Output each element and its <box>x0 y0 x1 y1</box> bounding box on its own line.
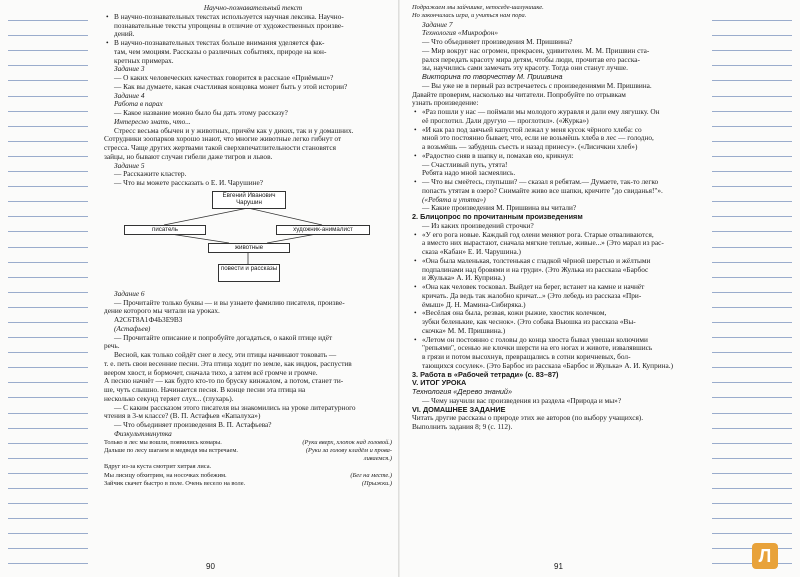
notes-line <box>712 368 792 383</box>
text-line: Ребята надо мной засмеялись. <box>422 169 516 178</box>
text-line: — Из каких произведений строчки? <box>422 221 534 230</box>
notes-line <box>8 368 88 383</box>
exercise-action: ливаемся.) <box>363 455 392 463</box>
text-line: — Какое название можно было бы дать этому рассказу? <box>114 109 288 117</box>
notes-line <box>712 157 792 172</box>
exercise-row <box>104 439 392 447</box>
notes-line <box>712 127 792 142</box>
exercise-text: Мы лисицу обхитрим, на носочках побежим. <box>104 471 227 479</box>
text-line: сказа «Кабан» Е. И. Чарушина.) <box>422 248 521 257</box>
notes-line <box>8 112 88 127</box>
text-line: кретных примерах. <box>114 56 174 65</box>
text-line: Задание 7 <box>422 20 453 29</box>
notes-line <box>8 489 88 504</box>
text-line: А2С6Т8А1Ф4Ь3Е9В3 <box>114 316 183 324</box>
text-line: • «И как раз под заячьей капустой лежал у меня кусок чёрного хлеба: со <box>412 126 704 135</box>
notes-line <box>8 51 88 66</box>
cluster-node-stories: повести и рассказы <box>218 264 280 282</box>
text-line: и Жулька» А. И. Куприна.) <box>422 274 506 283</box>
text-line: попасть утятам в озеро? Снимайте живо все шапки, кричите "до свиданья!"». <box>422 186 663 195</box>
text-line: там, чем эмоциям. Рассказы о различных событиях, природе на кон- <box>114 47 327 56</box>
text-line: Давайте проверим, насколько вы читатели. Попробуйте по отрывкам <box>412 90 626 99</box>
text-line: подпалинами над бровями и на груди». (Это Жулька из рассказа «Барбос <box>422 265 649 274</box>
notes-line <box>8 157 88 172</box>
notes-line <box>712 81 792 96</box>
text-line: • «Раз пошли у нас — поймали мы молодого журавля и дали ему лягушку. Он <box>412 108 704 117</box>
notes-line <box>712 36 792 51</box>
notes-line <box>8 414 88 429</box>
text-line: ше, чуть слышно. Начинается песня. В конце песни эта птица на <box>104 386 306 394</box>
notes-line <box>8 474 88 489</box>
text-line: — Что объединяет произведения В. П. Астафьева? <box>114 421 272 429</box>
notes-line <box>8 534 88 549</box>
exercise-text: Дальше по лесу шагаем и медведя мы встречаем. <box>104 446 238 454</box>
notes-lines-right <box>712 6 792 577</box>
notes-line <box>8 127 88 142</box>
notes-lines-left <box>8 6 88 577</box>
text-line: тающихся сосулек». (Это Барбос из рассказа «Барбос и Жулька» А. И. Куприна.) <box>422 361 674 370</box>
notes-line <box>8 172 88 187</box>
notes-line <box>712 232 792 247</box>
cluster-root: Евгений Иванович Чарушин <box>212 191 286 209</box>
text-line: Задание 3 <box>114 65 145 74</box>
text-line: речь. <box>104 342 120 351</box>
page-right-text <box>412 4 704 432</box>
text-line: стресса. Чаще других жертвами такой сверхвпечатлительности становятся <box>104 144 336 152</box>
text-line: — Прочитайте только буквы — и вы узнаете фамилию писателя, произве- <box>114 298 345 307</box>
text-line: скочка» М. М. Пришвина.) <box>422 326 506 335</box>
exercise-block <box>104 439 392 489</box>
cluster-diagram <box>104 191 392 286</box>
text-line: («Ребята и утята») <box>422 195 486 204</box>
text-line: Выполнить задания 8; 9 (с. 112). <box>412 423 513 432</box>
notes-line <box>8 564 88 577</box>
text-line: • «Радостно сняв в шапку и, помахав ею, крикнул: <box>412 152 704 161</box>
text-line: Технология «Микрофон» <box>422 29 498 38</box>
text-line: Сотрудники зоопарков хорошо знают, что многие животные легко гибнут от <box>104 135 342 144</box>
text-line: зайцы, но бывают случаи гибели даже тигров и львов. <box>104 152 273 161</box>
text-line: — Расскажите кластер. <box>114 170 187 179</box>
notes-line <box>8 36 88 51</box>
notes-line <box>712 519 792 534</box>
notes-line <box>8 142 88 157</box>
notes-line <box>8 549 88 564</box>
text-line: — С каким рассказом этого писателя вы знакомились на уроке литературного <box>114 403 356 412</box>
notes-line <box>8 323 88 338</box>
notes-line <box>712 97 792 112</box>
exercise-text: Только в лес мы вошли, появились комары. <box>104 438 222 446</box>
notes-line <box>712 142 792 157</box>
notes-line <box>712 172 792 187</box>
text-line: Читать другие рассказы о природе этих же авторов (по выбору учащихся). <box>412 414 644 423</box>
text-line: познавательные тексты упрощены в отличие от художественных произве- <box>114 21 344 30</box>
text-line: • «Она была маленькая, толстенькая с гладкой чёрной шерстью и жёлтыми <box>412 257 704 266</box>
text-line: • «Она как человек тосковал. Выйдет на берег, встанет на камне и начнёт <box>412 283 704 292</box>
notes-line <box>712 308 792 323</box>
notes-line <box>8 217 88 232</box>
notes-line <box>8 398 88 413</box>
text-line: А песню начнёт — как будто кто-то по бруску кинжалом, а потом, станет ти- <box>104 377 344 386</box>
text-line: Викторина по творчеству М. Пришвина <box>422 73 563 82</box>
notes-line <box>8 459 88 474</box>
text-line: Но закончилась игра, и учиться нам пора. <box>412 12 527 20</box>
text-line: веером хвост, и бормочет, сначала тихо, а затем всё громче и громче. <box>104 368 318 377</box>
text-line: — Как вы думаете, какая счастливая концовка может быть у этой истории? <box>114 82 348 91</box>
notes-line <box>712 398 792 413</box>
notes-line <box>8 383 88 398</box>
notes-line <box>712 51 792 66</box>
text-line: Стресс весьма обычен и у животных, причём как у диких, так и у домашних. <box>114 126 354 135</box>
text-line: Задание 4 <box>114 91 145 100</box>
text-line: кричать. Да ведь так жалобно кричат...» (Это лебедь из рассказа «При- <box>422 291 642 300</box>
text-line: • «Весёлая она была, резвая, кожи рыжие, хвостик колечком, <box>412 309 704 318</box>
notes-line <box>8 202 88 217</box>
notes-line <box>712 414 792 429</box>
text-line: её проглотил. Дали другую — проглотил». («Журка») <box>422 116 589 125</box>
exercise-action: (Бег на месте.) <box>350 471 392 479</box>
notes-line <box>8 81 88 96</box>
text-line: рался передать красоту мира детям, чтобы люди, прочитав его расска- <box>422 55 640 64</box>
text-line: Научно-познавательный текст <box>203 4 303 12</box>
notes-line <box>712 323 792 338</box>
text-line: • «Летом он постоянно с головы до конца хвоста бывал увешан колючими <box>412 336 704 345</box>
text-line: — Какие произведения М. Пришвина вы читали? <box>422 204 577 213</box>
notes-line <box>712 353 792 368</box>
notes-line <box>712 263 792 278</box>
exercise-row <box>104 463 392 471</box>
text-line: в грязи и потом высохнув, превращались в сотни коричневых, бол- <box>422 353 631 362</box>
text-line: Весной, как только сойдёт снег в лесу, эти птицы начинают токовать — <box>114 351 337 359</box>
exercise-text: Вдруг из-за куста смотрит хитрая лиса. <box>104 463 212 471</box>
notes-line <box>8 97 88 112</box>
text-line: Технология «Дерево знаний» <box>412 388 513 397</box>
text-line: V. ИТОГ УРОКА <box>412 379 467 388</box>
publisher-logo: Л <box>752 543 778 569</box>
notes-line <box>712 338 792 353</box>
notes-line <box>712 504 792 519</box>
notes-line <box>8 66 88 81</box>
exercise-row <box>104 455 392 463</box>
cluster-node-artist: художник-анималист <box>276 225 370 235</box>
notes-line <box>8 232 88 247</box>
notes-line <box>712 278 792 293</box>
text-line: • В научно-познавательных текстах используется научная лексика. Научно- <box>104 13 392 22</box>
exercise-action: (Руки вверх, хлопок над головой.) <box>302 438 392 446</box>
page-number-left: 90 <box>206 562 215 571</box>
page-left-text <box>104 4 392 488</box>
text-line: дение которого мы читали на уроках. <box>104 307 220 316</box>
text-line: — Что вы можете рассказать о Е. И. Чарушине? <box>114 179 264 187</box>
text-line: • «У его рога новые. Каждый год олени меняют рога. Старые отваливаются, <box>412 231 704 240</box>
notes-line <box>8 187 88 202</box>
notes-line <box>712 459 792 474</box>
text-line: Интересно знать, что... <box>114 117 191 126</box>
notes-line <box>8 353 88 368</box>
notes-line <box>712 112 792 127</box>
notes-line <box>8 293 88 308</box>
notes-line <box>8 444 88 459</box>
text-line: VI. ДОМАШНЕЕ ЗАДАНИЕ <box>412 405 506 414</box>
notes-line <box>712 489 792 504</box>
text-line: а вместо них вырастают, сначала мягкие теплые, живые...» (Это марал из рас- <box>422 239 664 248</box>
text-line: (Астафьев) <box>114 324 151 333</box>
text-line: а возьмёшь — забудешь съесть и назад принесу». («Лисичкин хлеб») <box>422 143 638 152</box>
notes-line <box>8 21 88 36</box>
notes-line <box>8 263 88 278</box>
text-line: зы, научились сами замечать эту красоту. Тогда они станут лучше. <box>422 64 628 73</box>
text-line: — Счастливый путь, утята! <box>422 160 508 169</box>
notes-line <box>712 6 792 21</box>
text-line: — Что объединяет произведения М. Пришвина? <box>422 38 573 47</box>
text-line: узнать произведение: <box>412 99 479 108</box>
text-line: Задание 5 <box>114 161 145 170</box>
text-line: "репьями", осенью же клочки шерсти на его ногах и животе, извалявшись <box>422 344 653 353</box>
exercise-text: Зайчик скачет быстро в поле. Очень весело на воле. <box>104 479 246 487</box>
notes-line <box>8 248 88 263</box>
notes-line <box>8 6 88 21</box>
notes-line <box>712 21 792 36</box>
notes-line <box>712 217 792 232</box>
notes-line <box>8 278 88 293</box>
notes-line <box>8 519 88 534</box>
exercise-row <box>104 447 392 455</box>
text-line: Задание 6 <box>114 289 145 298</box>
notes-line <box>712 202 792 217</box>
text-line: — Чему научили вас произведения из раздела «Природа и мы»? <box>422 396 622 405</box>
text-line: зубки беленькие, как чеснок». (Это собака Вьюшка из рассказа «Вы- <box>422 318 636 327</box>
text-line: мной это постоянно бывает, что, если не возьмёшь хлеба в лес — голодно, <box>422 134 654 143</box>
exercise-row <box>104 472 392 480</box>
cluster-node-animals: животные <box>208 243 290 253</box>
notes-line <box>712 293 792 308</box>
text-line: 2. Блицопрос по прочитанным произведениям <box>412 213 583 222</box>
text-line: Работа в парах <box>114 100 163 109</box>
text-line: — Мир вокруг нас огромен, прекрасен, удивителен. М. М. Пришвин ста- <box>422 46 650 55</box>
text-line: т. е. петь свои весенние песни. Эта птица ходит по земле, как индюк, распустив <box>104 359 352 368</box>
page-number-right: 91 <box>554 562 563 571</box>
text-line: Подражаем мы зайчишке, непоседе-шалунишке. <box>412 4 544 11</box>
notes-line <box>8 338 88 353</box>
text-line: Физкультминутка <box>114 429 172 438</box>
text-line: • — Что вы смеётесь, глупыши? — сказал я ребятам.— Думаете, так-то легко <box>412 178 704 187</box>
text-line: — Вы уже не в первый раз встречаетесь с произведениями М. Пришвина. <box>422 81 652 90</box>
notes-line <box>712 383 792 398</box>
text-line: 3. Работа в «Рабочей тетради» (с. 83–87) <box>412 370 559 379</box>
notes-line <box>8 429 88 444</box>
exercise-action: (Прыжки.) <box>361 479 392 487</box>
notes-line <box>712 248 792 263</box>
cluster-node-writer: писатель <box>124 225 206 235</box>
text-line: — Прочитайте описание и попробуйте догадаться, о какой птице идёт <box>114 333 333 342</box>
notes-line <box>8 504 88 519</box>
notes-line <box>712 474 792 489</box>
exercise-action: (Руки за голову кладём и прова- <box>305 446 392 454</box>
text-line: • В научно-познавательных текстах больше внимания уделяется фак- <box>104 39 392 48</box>
text-line: несколько секунд теряет слух... (глухарь). <box>104 394 234 403</box>
notes-line <box>712 429 792 444</box>
page-right <box>400 0 800 577</box>
exercise-row <box>104 480 392 488</box>
text-line: — О каких человеческих качествах говорится в рассказе «Приёмыш»? <box>114 74 334 82</box>
text-line: чтения в 3-м классе? (В. П. Астафьев «Капалуха») <box>104 412 261 421</box>
text-line: дений. <box>114 30 135 39</box>
notes-line <box>712 66 792 81</box>
notes-line <box>712 187 792 202</box>
notes-line <box>712 444 792 459</box>
notes-line <box>8 308 88 323</box>
text-line: ёмыш» Д. Н. Мамина-Сибиряка.) <box>422 300 526 309</box>
